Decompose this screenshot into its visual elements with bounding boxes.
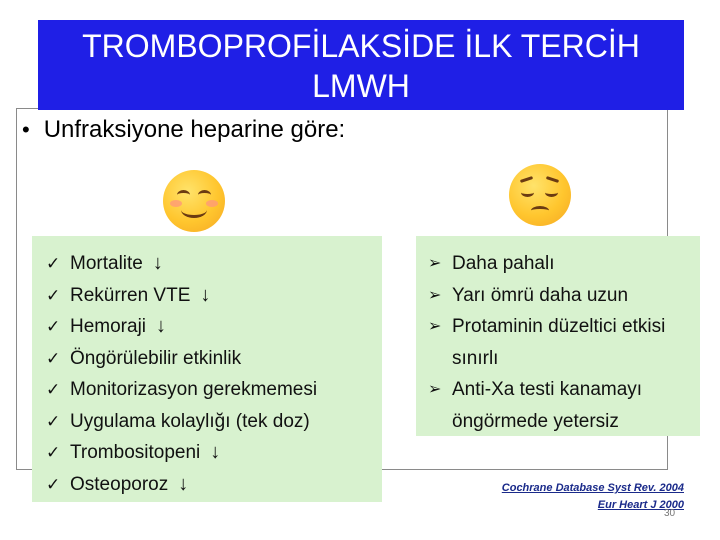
advantage-item <box>46 406 382 438</box>
page-number: 30 <box>664 508 676 519</box>
disadvantages-list <box>428 248 700 437</box>
disadvantage-text: Daha pahalı <box>452 253 555 274</box>
advantage-text: Osteoporoz <box>70 473 169 495</box>
advantage-item <box>46 469 382 501</box>
arrow-bullet-icon: ➢ <box>428 381 442 398</box>
checkmark-icon: ✓ <box>46 317 61 336</box>
down-arrow-icon: ↓ <box>156 315 167 337</box>
disadvantage-item <box>428 248 700 280</box>
checkmark-icon: ✓ <box>46 285 61 305</box>
checkmark-icon: ✓ <box>46 348 61 368</box>
main-bullet <box>22 116 345 144</box>
disadvantage-text: Anti-Xa testi kanamayı öngörmede yetersiz <box>452 379 643 432</box>
disadvantages-box <box>416 236 700 436</box>
arrow-bullet-icon: ➢ <box>428 255 442 272</box>
advantage-item <box>46 343 382 375</box>
smiling-face-icon <box>163 170 225 232</box>
disadvantage-item <box>428 280 700 312</box>
advantage-text: Uygulama kolaylığı (tek doz) <box>70 410 310 432</box>
checkmark-icon: ✓ <box>46 380 61 399</box>
disadvantage-text: Protaminin düzeltici etkisi sınırlı <box>452 316 666 369</box>
down-arrow-icon: ↓ <box>178 472 189 495</box>
disadvantage-item <box>428 374 700 437</box>
slide-title <box>38 20 684 110</box>
reference-2[interactable]: Eur Heart J 2000 <box>597 499 684 511</box>
advantage-item <box>46 437 382 469</box>
advantage-text: Monitorizasyon gerekmemesi <box>70 379 318 400</box>
disadvantage-text: Yarı ömrü daha uzun <box>452 284 629 306</box>
references <box>502 480 684 514</box>
advantage-text: Mortalite <box>70 253 143 274</box>
main-bullet-text: Unfraksiyone heparine göre: <box>43 116 346 143</box>
advantage-item <box>46 248 382 280</box>
checkmark-icon: ✓ <box>46 474 61 494</box>
disadvantage-item <box>428 311 700 374</box>
advantage-text: Hemoraji <box>70 316 147 337</box>
arrow-bullet-icon: ➢ <box>428 318 442 335</box>
advantage-text: Öngörülebilir etkinlik <box>70 347 242 369</box>
down-arrow-icon: ↓ <box>152 252 163 274</box>
checkmark-icon: ✓ <box>46 411 61 431</box>
checkmark-icon: ✓ <box>46 443 61 462</box>
reference-1[interactable]: Cochrane Database Syst Rev. 2004 <box>501 482 684 494</box>
sad-face-icon <box>509 164 571 226</box>
advantage-item <box>46 280 382 312</box>
bullet-dot-icon: • <box>22 117 30 142</box>
title-line-2: LMWH <box>312 68 410 104</box>
title-line-1: TROMBOPROFİLAKSİDE İLK TERCİH <box>82 28 640 64</box>
arrow-bullet-icon: ➢ <box>428 286 442 304</box>
down-arrow-icon: ↓ <box>210 441 221 463</box>
advantage-text: Rekürren VTE <box>70 284 191 306</box>
advantages-list <box>46 248 382 500</box>
advantages-box <box>32 236 382 502</box>
advantage-item <box>46 374 382 406</box>
advantage-text: Trombositopeni <box>70 442 201 463</box>
checkmark-icon: ✓ <box>46 254 61 273</box>
down-arrow-icon: ↓ <box>200 283 211 306</box>
advantage-item <box>46 311 382 343</box>
